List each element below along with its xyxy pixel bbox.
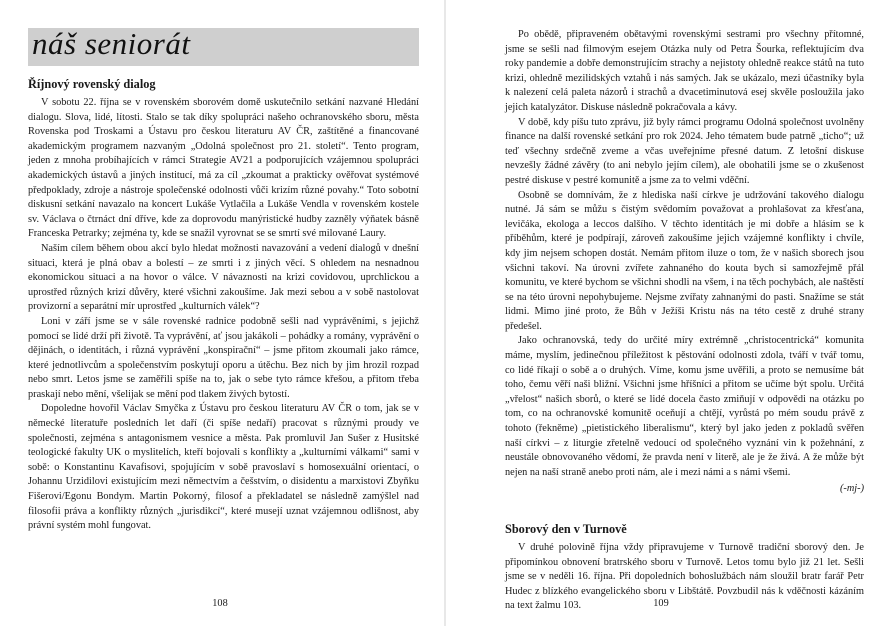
page-number: 109 xyxy=(653,598,669,609)
section-spacer xyxy=(505,497,864,513)
paragraph: V druhé polovině října vždy připravujeme v Turnově tradiční sborový den. Je připomínkou obnovení bratrského sboru v Turnově. Letos tomu bylo již 21 let. Sešli jsme se v neděli 16. října. Při dopoledních bohoslužbách nám sloužil bratr farář Petr Hudec z blízkého evangelického sboru v Libštátě. Povzbudil nás k vděčnosti kázáním na text žalmu 103. xyxy=(505,542,864,612)
paragraph: Dopoledne hovořil Václav Smyčka z Ústavu pro českou literaturu AV ČR o tom, jak se v německé literatuře posledních let daří (či spíše nedaří) pracovat s různými proudy ve společnosti, zejména s antagonismem vesnice a města. Pak promluvil Jan Sušer z Husitské teologické fakulty UK o myslitelích, kteří bojovali s konflikty a „kulturními válkami“ sami v sobě: o Konstantinu Kavafisovi, spojujícím v sobě pravoslaví s homosexuální orientací, o Johannu Urzidilovi existujícím mezi němectvím a češstvím, o disidentu a marxistovi Zbyňku Fišerovi/Egonu Bondym. Martin Pokorný, filosof a překladatel se následně zamýšlel nad filosofii práva a konflikty různých „jurisdikcí“, které musejí uznat vzájemnou odlišnost, aby právní systém mohl fungovat. xyxy=(28,403,419,532)
paragraph: V době, kdy píšu tuto zprávu, již byly rámci programu Odolná společnost uvolněny finance na další rovenské setkání pro rok 2024. Jeho tématem bude patrně „ticho“; už teď všechny srdečně zveme a včas uveřejníme přesné datum. Z letošní diskuse nevzešly žádné závěry (to ani nebylo jejím cílem), ale obohatili jsme se o zkušenost pestré diskuse v pestré komunitě a jsme za to velmi vděční. xyxy=(505,116,864,186)
section-header xyxy=(28,28,419,66)
section-title: náš seniorát xyxy=(32,26,191,61)
left-page xyxy=(0,0,445,626)
paragraph: V sobotu 22. října se v rovenském sborovém domě uskutečnilo setkání nazvané Hledání dialogu. Slova, lidé, lítosti. Stalo se tak díky spolupráci našeho ochranovského sboru, města Rovenska pod Troskami a Ústavu pro českou literaturu AV ČR, zaštítěné a financované akademickým programem nazvaným „Odolná společnost pro 21. století“. Tento program, jeden z mnoha probíhajících v rámci Strategie AV21 a podporujících vzájemnou spolupráci akademických ústavů a jiných institucí, má za cíl „zkoumat a prakticky ověřovat systémové předpoklady, zdroje a nástroje společenské odolnosti vůči krizím různé povahy.“ Toto sobotní diskusní setkání navazalo na koncert Lukáše Vytlačila a Lukáše Vendla v rovenském kostele sv. Václava o čtrnáct dní dříve, kde za doprovodu manýristické hudby zazněly výňatek básně Franceska Petrarky; zejména ty, kde se snažil vyrovnat se se smrtí své milované Laury. xyxy=(28,97,419,240)
paragraph: Po obědě, připraveném obětavými rovenskými sestrami pro všechny přítomné, jsme se sešli nad filmovým esejem Otázka nuly od Petra Šourka, reflektujícím dva roky pandemie a dobře demonstrujícím strachy a nejistoty ohledně reakce států na tuto krizi, ohledně mezilidských vztahů i nás samých. Jak se ukázalo, mezi účastníky byla k nalezení celá paleta názorů i strachů a dvacetiminutová esej skvěle posloužila jako jejich katalyzátor. Diskuse následně pokračovala a kávy. xyxy=(505,29,864,113)
author-signature: (-mj-) xyxy=(839,483,864,495)
paragraph: Naším cílem během obou akcí bylo hledat možnosti navazování a vedení dialogů v dnešní situaci, která je plná obav a bolestí – ze smrti i z jiných věcí. S ohledem na nesnadnou ekonomickou situaci a na hovor o válce. V návaznosti na krizi covidovou, uprchlickou a uprostřed různých krizí důvěry, které všichni zakoušíme. Jak mezi sebou a v sobě nastolovat provizorní a separátní mír uprostřed „kulturních válek“? xyxy=(28,242,419,313)
paragraph: Jako ochranovská, tedy do určité míry extrémně „christocentrická“ komunita máme, myslím, jedinečnou příležitost k pěstování odolnosti zdola, tváří v tvář tomu, co lidé říkají o sobě a o druhých. Víme, komu jsme uvěřili, a proto se nemusíme bát toho, čemu věří naši bližní. Všichni jsme hříšníci a přitom se učíme být spolu. Určitá „vřelost“ našich sborů, o které se lidé docela často zmiňují v odpovědi na otázku po tom, co na ochranovské komunitě oceňují a chtějí, vyrůstá po mém soudu právě z tohoto (řekněme) „pietistického liberalismu“, který byl jako jeden z pokladů svěřen naší církvi – z liturgie zřetelně vedoucí od společného vyznání vin k požehnání, z neustále obnovovaného vědomí, že pravda není v literě, ale je že živá. A že může být nejen na naší straně anebo proti nám, ale i mezi námi a s námi všemi. xyxy=(505,335,864,478)
article-title: Říjnový rovenský dialog xyxy=(28,77,156,91)
left-column xyxy=(28,68,419,534)
article-title: Sborový den v Turnově xyxy=(505,522,627,536)
page-number: 108 xyxy=(212,598,228,609)
paragraph: Osobně se domnívám, že z hlediska naší církve je udržování takového dialogu nutné. Já sám se můžu s čistým svědomím považovat a prohlašovat za křesťana, levičáka, ekologa a leccos dalšího. V těchto identitách je mi dobře a hlásím se k příběhům, které je podpírají, zároveň zakoušíme jejich vzájemné konflikty i chvíle, kdy jim nejsem schopen dostát. Nemám přitom iluze o tom, že v našich sborech jsou všichni takoví. Na úrovni zvířete zahnaného do kouta bych si samozřejmě přál komunitu, ve které bychom se všichni shodli na všem, i na těch pochybách, ale naštěstí se na této úrovni nepohybujeme. Nejsme zvířaty zahnanými do pasti. Snažíme se stát lidmi. Mimo jiné proto, že Bůh v Ježíši Kristu nás na této cestě z druhé strany předešel. xyxy=(505,189,864,332)
right-column xyxy=(505,28,864,614)
right-page xyxy=(446,0,892,626)
paragraph: Loni v září jsme se v sále rovenské radnice podobně sešli nad vyprávěními, s jejichž pomocí se lidé drží při životě. Ta vyprávění, ať jsou jakákoli – pohádky a romány, vyprávění o dějinách, o identitách, i různá vyprávění „konspirační“ – jsme přitom zkoumali jako rámce, které jednotlivcům a společenstvím poskytují oporu a útěchu. Bez nich by jim hrozil rozpad nebo smrt. Letos jsme se zaměřili spíše na to, jak o sebe tyto rámce křešou, a přitom třeba praskají nebo mění, všelijak se mění pod tlakem živých bytostí. xyxy=(28,315,419,400)
